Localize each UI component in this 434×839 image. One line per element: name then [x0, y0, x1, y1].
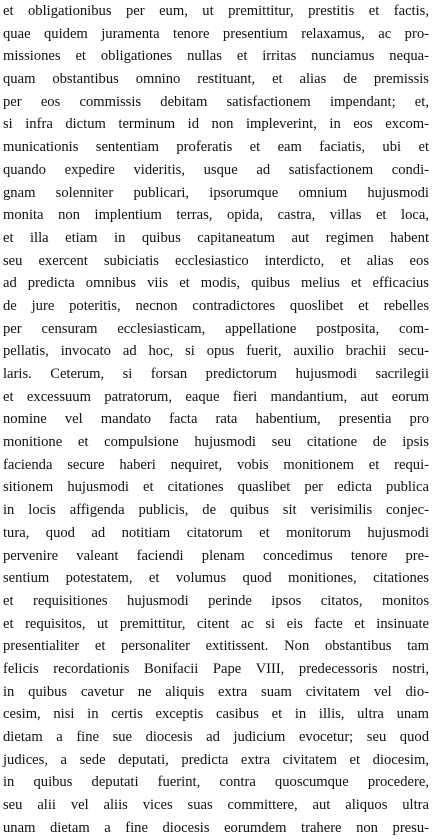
text-line: facienda secure haberi nequiret, vobis monitionem et requi- — [3, 456, 429, 473]
text-line: quam obstantibus omnino restituant, et alias de premissis — [3, 71, 429, 88]
text-line: sentium potestatem, et volumus quod monitiones, citationes — [3, 570, 429, 587]
text-line: nomine vel mandato facta rata habentium, presentia pro — [3, 411, 429, 428]
text-line: dietam a fine sue diocesis ad judicium evocetur; seu quod — [3, 729, 429, 745]
text-line: pervenire valeant faciendi plenam concedimus tenore pre- — [3, 547, 429, 564]
text-line: in quibus cavetur ne aliquis extra suam civitatem vel dio- — [3, 683, 429, 700]
text-line: monita non implentium terras, opida, castra, villas et loca, — [3, 207, 429, 224]
text-line: municationis sententiam proferatis et eam faciatis, ubi et — [3, 139, 429, 156]
text-line: felicis recordationis Bonifacii Pape VIII, predecessoris nostri, — [3, 660, 429, 677]
text-line: et requisitos, ut premittitur, citent ac si eis facte et insinuate — [3, 615, 429, 632]
text-line: seu exercent subiciatis ecclesiastico interdicto, et alias eos — [3, 252, 429, 269]
text-line: per censuram ecclesiasticam, appellatione postposita, com- — [3, 320, 429, 337]
text-line: gnam solenniter publicari, ipsorumque omnium hujusmodi — [3, 184, 429, 201]
body-text — [3, 0, 429, 839]
text-line: pellatis, invocato ad hoc, si opus fuerit, auxilio brachii secu- — [3, 343, 429, 360]
text-line: unam dietam a fine diocesis eorumdem trahere non presu- — [3, 819, 429, 836]
text-line: cesim, nisi in certis exceptis casibus et in illis, ultra unam — [3, 706, 429, 723]
text-line: et obligationibus per eum, ut premittitur, prestitis et factis, — [3, 3, 429, 19]
text-line: ad predicta omnibus viis et modis, quibus melius et efficacius — [3, 275, 429, 292]
text-line: sitionem hujusmodi et citationes quaslibet per edicta publica — [3, 479, 429, 496]
text-line: missiones et obligationes nullas et irritas nunciamus nequa- — [3, 48, 429, 65]
text-line: quae quidem juramenta tenore presentium relaxamus, ac pro- — [3, 25, 429, 42]
text-line: in quibus deputati fuerint, contra quoscumque procedere, — [3, 774, 429, 791]
text-line: in locis affigenda publicis, de quibus sit verisimilis conjec- — [3, 502, 429, 519]
text-line: et requisitiones hujusmodi perinde ipsos citatos, monitos — [3, 592, 429, 609]
text-line: per eos commissis debitam satisfactionem impendant; et, — [3, 93, 429, 110]
text-line: de jure poteritis, necnon contradictores quoslibet et rebelles — [3, 297, 429, 314]
text-line: tura, quod ad notitiam citatorum et monitorum hujusmodi — [3, 524, 429, 541]
text-line: et excessuum patratorum, eaque fieri mandantium, aut eorum — [3, 388, 429, 405]
text-line: si infra dictum terminum id non impleverint, in eos excom- — [3, 116, 429, 133]
text-line: laris. Ceterum, si forsan predictorum hujusmodi sacrilegii — [3, 366, 429, 382]
text-line: seu alii vel aliis vices suas committere, aut aliquos ultra — [3, 797, 429, 814]
text-line: quando expedire videritis, usque ad satisfactionem condi- — [3, 161, 429, 178]
text-line: presentialiter et personaliter extitissent. Non obstantibus tam — [3, 638, 429, 655]
text-line: monitione et compulsione hujusmodi seu citatione de ipsis — [3, 434, 429, 451]
text-line: judices, a sede deputati, predicta extra civitatem et diocesim, — [3, 751, 429, 768]
text-line: et illa etiam in quibus capitaneatum aut regimen habent — [3, 229, 429, 246]
